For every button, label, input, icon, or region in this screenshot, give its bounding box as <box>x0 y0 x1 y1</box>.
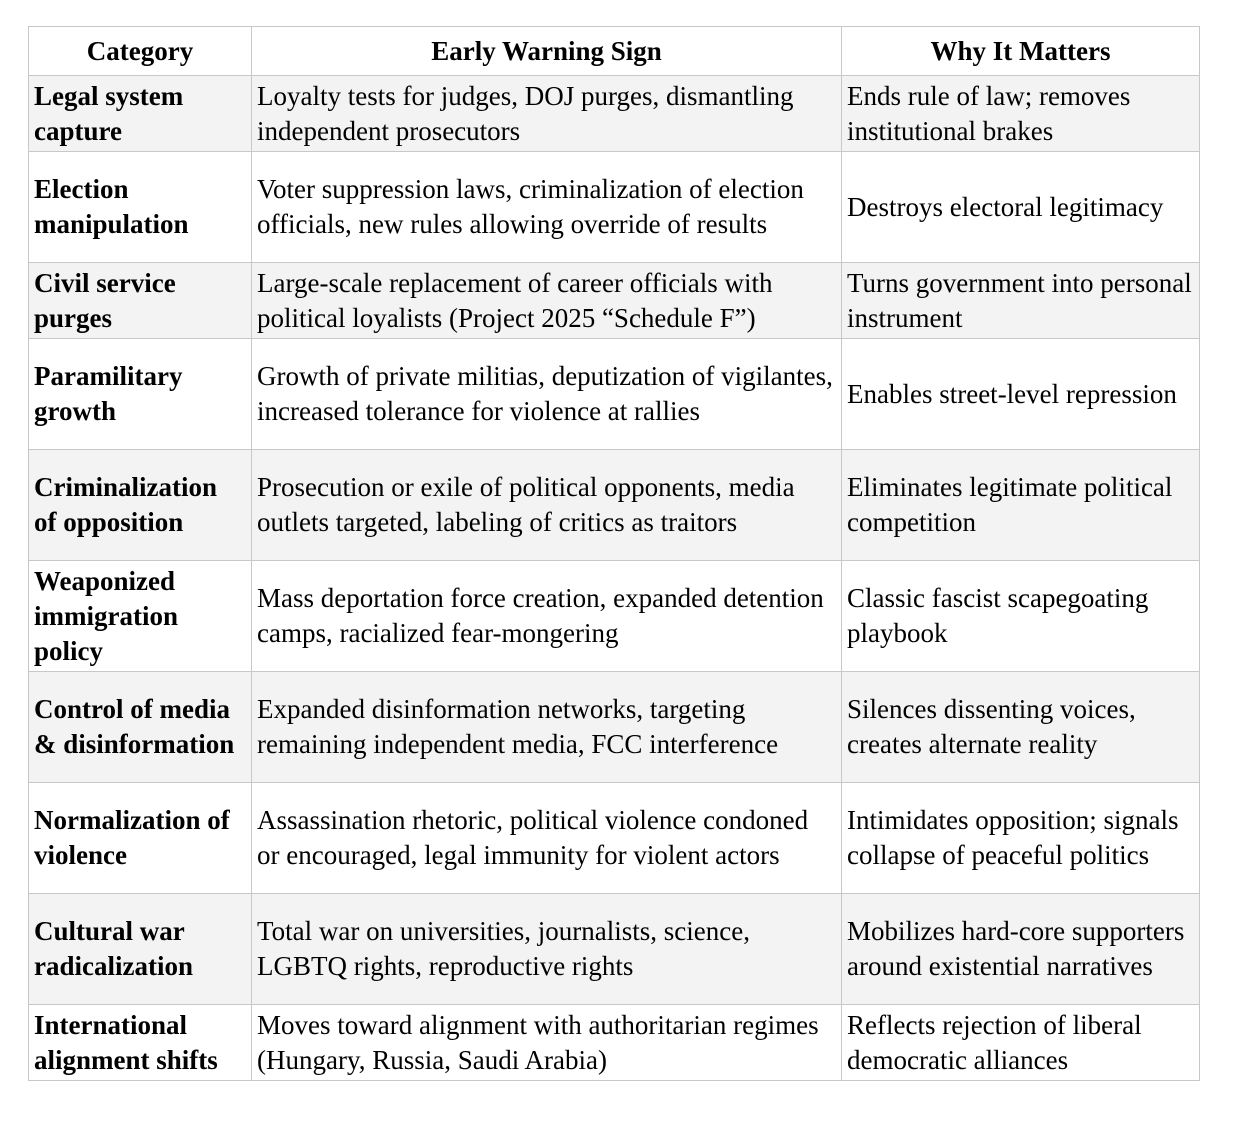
why-cell: Mobilizes hard-core supporters around existential narratives <box>842 894 1200 1005</box>
why-cell: Destroys electoral legitimacy <box>842 152 1200 263</box>
table-row <box>29 263 1200 339</box>
sign-cell: Total war on universities, journalists, science, LGBTQ rights, reproductive rights <box>252 894 842 1005</box>
why-cell: Silences dissenting voices, creates alternate reality <box>842 672 1200 783</box>
why-cell: Reflects rejection of liberal democratic alliances <box>842 1005 1200 1081</box>
table-row <box>29 450 1200 561</box>
sign-cell: Prosecution or exile of political opponents, media outlets targeted, labeling of critics as traitors <box>252 450 842 561</box>
category-cell: Election manipulation <box>29 152 252 263</box>
category-cell: Control of media & disinformation <box>29 672 252 783</box>
warning-signs-table <box>28 26 1200 1081</box>
why-cell: Enables street-level repression <box>842 339 1200 450</box>
sign-cell: Assassination rhetoric, political violence condoned or encouraged, legal immunity for violent actors <box>252 783 842 894</box>
why-cell: Intimidates opposition; signals collapse of peaceful politics <box>842 783 1200 894</box>
why-cell: Eliminates legitimate political competition <box>842 450 1200 561</box>
header-why-it-matters: Why It Matters <box>842 27 1200 76</box>
category-cell: International alignment shifts <box>29 1005 252 1081</box>
table-row <box>29 783 1200 894</box>
table-row <box>29 1005 1200 1081</box>
sign-cell: Expanded disinformation networks, targeting remaining independent media, FCC interference <box>252 672 842 783</box>
header-category: Category <box>29 27 252 76</box>
table-row <box>29 894 1200 1005</box>
header-row <box>29 27 1200 76</box>
table-row <box>29 339 1200 450</box>
why-cell: Classic fascist scapegoating playbook <box>842 561 1200 672</box>
table-row <box>29 152 1200 263</box>
table-row <box>29 76 1200 152</box>
header-early-warning-sign: Early Warning Sign <box>252 27 842 76</box>
sign-cell: Moves toward alignment with authoritarian regimes (Hungary, Russia, Saudi Arabia) <box>252 1005 842 1081</box>
why-cell: Ends rule of law; removes institutional brakes <box>842 76 1200 152</box>
table-row <box>29 561 1200 672</box>
sign-cell: Large-scale replacement of career officials with political loyalists (Project 2025 “Schedule F”) <box>252 263 842 339</box>
sign-cell: Voter suppression laws, criminalization of election officials, new rules allowing override of results <box>252 152 842 263</box>
category-cell: Cultural war radicalization <box>29 894 252 1005</box>
category-cell: Legal system capture <box>29 76 252 152</box>
category-cell: Paramilitary growth <box>29 339 252 450</box>
sign-cell: Growth of private militias, deputization of vigilantes, increased tolerance for violence at rallies <box>252 339 842 450</box>
sign-cell: Mass deportation force creation, expanded detention camps, racialized fear-mongering <box>252 561 842 672</box>
table-row <box>29 672 1200 783</box>
category-cell: Normalization of violence <box>29 783 252 894</box>
category-cell: Criminalization of opposition <box>29 450 252 561</box>
why-cell: Turns government into personal instrument <box>842 263 1200 339</box>
category-cell: Civil service purges <box>29 263 252 339</box>
category-cell: Weaponized immigration policy <box>29 561 252 672</box>
sign-cell: Loyalty tests for judges, DOJ purges, dismantling independent prosecutors <box>252 76 842 152</box>
